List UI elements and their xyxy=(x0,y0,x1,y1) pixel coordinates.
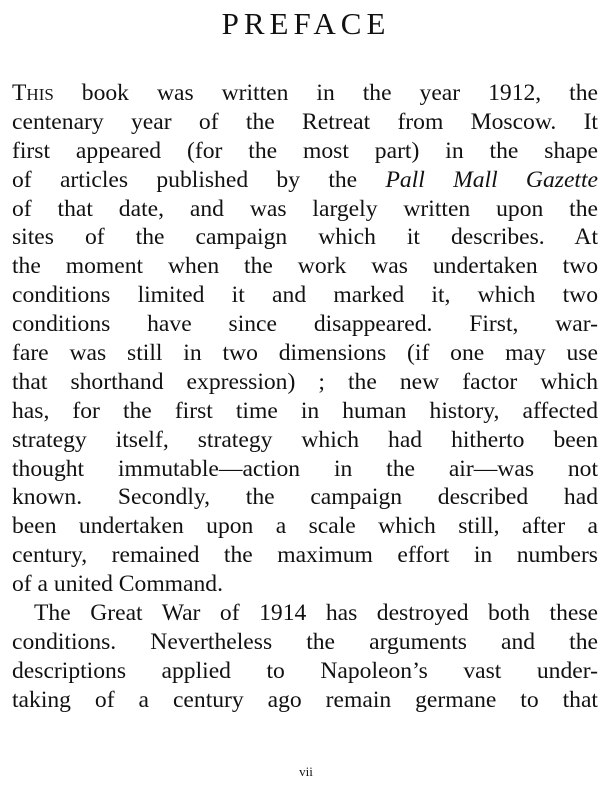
paragraph-1-line-1 xyxy=(12,79,598,108)
paragraph-1-line-11: that shorthand expression) ; the new factor which xyxy=(12,368,598,395)
page-number: vii xyxy=(299,764,313,779)
paragraph-1-line-4 xyxy=(12,166,598,195)
paragraph-1-line-10: fare was still in two dimensions (if one may use xyxy=(12,340,598,367)
paragraph-1-line-18: of a united Command. xyxy=(12,571,223,598)
paragraph-1-line-12: has, for the first time in human history, affected xyxy=(12,397,598,424)
paragraph-2-line-1: The Great War of 1914 has destroyed both these xyxy=(34,600,598,627)
paragraph-1-line-16: been undertaken upon a scale which still, after a xyxy=(12,513,598,540)
paragraph-1-line-13: strategy itself, strategy which had hitherto been xyxy=(12,426,598,453)
paragraph-1-line-15: known. Secondly, the campaign described had xyxy=(12,484,598,511)
publication-title: Pall Mall Gazette xyxy=(385,166,598,193)
opening-word: This xyxy=(12,80,54,106)
paragraph-2-line-4: taking of a century ago remain germane to that xyxy=(12,686,598,713)
paragraph-1-line-9: conditions have since disappeared. First, war- xyxy=(12,311,598,338)
paragraph-1-line-6: sites of the campaign which it describes. At xyxy=(12,224,598,251)
paragraph-2-line-3: descriptions applied to Napoleon’s vast under- xyxy=(12,657,598,684)
paragraph-1-line-7: the moment when the work was undertaken two xyxy=(12,253,598,280)
paragraph-1-line-17: century, remained the maximum effort in numbers xyxy=(12,542,598,569)
paragraph-1-line-3: first appeared (for the most part) in the shape xyxy=(12,137,598,164)
paragraph-1-line-8: conditions limited it and marked it, which two xyxy=(12,282,598,309)
line-text: book was written in the year 1912, the xyxy=(53,80,598,106)
page-title: PREFACE xyxy=(221,6,391,41)
paragraph-2-line-2: conditions. Nevertheless the arguments and the xyxy=(12,628,598,655)
paragraph-1-line-14: thought immutable—action in the air—was not xyxy=(12,455,598,482)
paragraph-1-line-5: of that date, and was largely written upon the xyxy=(12,195,598,222)
line-text: of articles published by the xyxy=(12,166,386,193)
preface-body xyxy=(12,79,598,715)
paragraph-1-line-2: centenary year of the Retreat from Moscow. It xyxy=(12,108,598,135)
